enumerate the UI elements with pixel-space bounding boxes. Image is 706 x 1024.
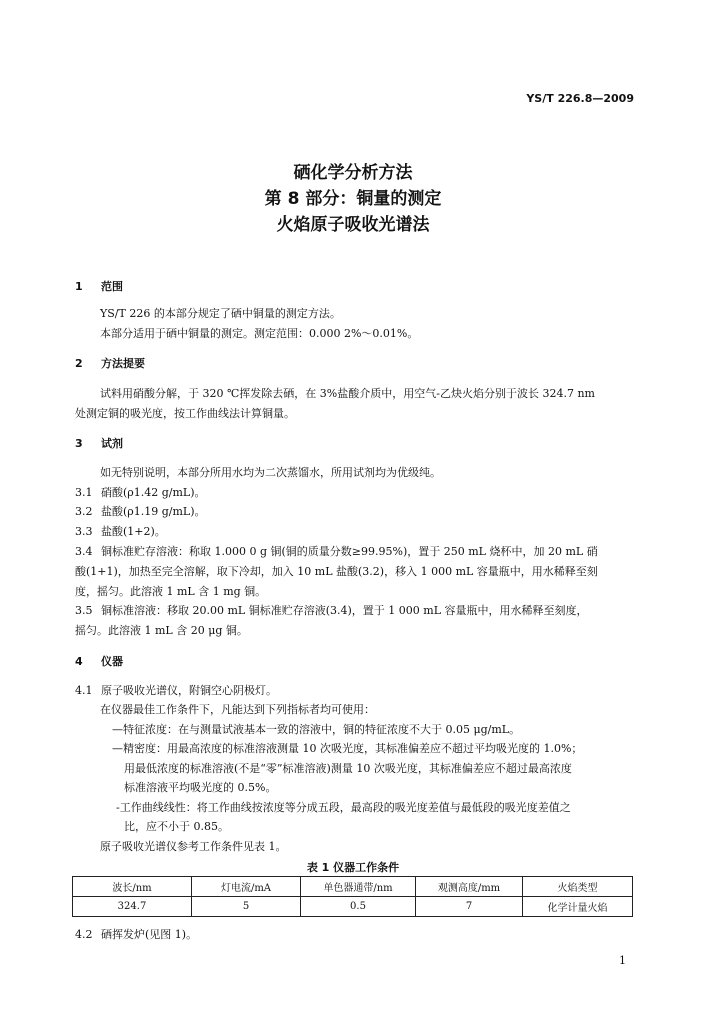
- table-cell: 324.7: [73, 897, 192, 917]
- paragraph: —精密度：用最高浓度的标准溶液测量 10 次吸光度，其标准偏差应不超过平均吸光度的 1.0%；: [112, 742, 583, 755]
- instrument-item: 4.1 原子吸收光谱仪，附铜空心阴极灯。: [75, 684, 277, 697]
- paragraph: —特征浓度：在与测量试液基本一致的溶液中，铜的特征浓度不大于 0.05 μg/mL。: [112, 723, 521, 736]
- reagent-item: 3.3 盐酸(1+2)。: [75, 525, 166, 538]
- title-line-2: 第 8 部分：铜量的测定: [264, 189, 442, 209]
- page-number: 1: [619, 954, 626, 967]
- table-header-cell: 波长/nm: [73, 877, 192, 897]
- title-line-3: 火焰原子吸收光谱法: [276, 215, 430, 235]
- table-header-cell: 观测高度/mm: [416, 877, 523, 897]
- section-1-heading: 1 范围: [75, 280, 123, 293]
- table-row: [73, 897, 633, 917]
- table-header-cell: 灯电流/mA: [192, 877, 301, 897]
- section-4-heading: 4 仪器: [75, 655, 123, 668]
- paragraph: 度，摇匀。此溶液 1 mL 含 1 mg 铜。: [75, 585, 267, 598]
- title-line-1: 硒化学分析方法: [293, 163, 413, 183]
- paragraph: YS/T 226 的本部分规定了硒中铜量的测定方法。: [100, 307, 341, 320]
- reagent-item: 3.5 铜标准溶液：移取 20.00 mL 铜标准贮存溶液(3.4)，置于 1 000 mL 容量瓶中，用水稀释至刻度，: [75, 604, 588, 617]
- table-cell: 化学计量火焰: [523, 897, 633, 917]
- paragraph: 试料用硝酸分解，于 320 ℃挥发除去硒，在 3%盐酸介质中，用空气-乙炔火焰分别于波长 324.7 nm: [100, 387, 595, 400]
- section-3-heading: 3 试剂: [75, 437, 123, 450]
- table-caption: 表 1 仪器工作条件: [306, 861, 400, 874]
- reagent-item: 3.1 硝酸(ρ1.42 g/mL)。: [75, 486, 206, 499]
- instrument-item: 4.2 硒挥发炉(见图 1)。: [75, 928, 198, 941]
- paragraph: 本部分适用于硒中铜量的测定。测定范围：0.000 2%～0.01%。: [100, 327, 419, 340]
- instrument-conditions-table: [72, 876, 633, 917]
- table-cell: 5: [192, 897, 301, 917]
- paragraph: 比，应不小于 0.85。: [124, 820, 229, 833]
- paragraph: 酸(1+1)，加热至完全溶解，取下冷却，加入 10 mL 盐酸(3.2)，移入 1 000 mL 容量瓶中，用水稀释至刻: [75, 565, 598, 578]
- standard-number: YS/T 226.8—2009: [526, 92, 634, 105]
- table-header-cell: 火焰类型: [523, 877, 633, 897]
- paragraph: 处测定铜的吸光度，按工作曲线法计算铜量。: [75, 407, 295, 420]
- table-header-row: [73, 877, 633, 897]
- table-cell: 7: [416, 897, 523, 917]
- paragraph: 如无特别说明，本部分所用水均为二次蒸馏水，所用试剂均为优级纯。: [100, 466, 441, 479]
- reagent-item: 3.4 铜标准贮存溶液：称取 1.000 0 g 铜(铜的质量分数≥99.95%)，置于 250 mL 烧杯中，加 20 mL 硝: [75, 545, 598, 558]
- table-header-cell: 单色器通带/nm: [301, 877, 416, 897]
- paragraph: -工作曲线线性：将工作曲线按浓度等分成五段，最高段的吸光度差值与最低段的吸光度差值之: [116, 801, 571, 814]
- paragraph: 标准溶液平均吸光度的 0.5%。: [124, 781, 277, 794]
- paragraph: 摇匀。此溶液 1 mL 含 20 μg 铜。: [75, 624, 248, 637]
- paragraph: 在仪器最佳工作条件下，凡能达到下列指标者均可使用：: [100, 703, 375, 716]
- paragraph: 用最低浓度的标准溶液(不是“零”标准溶液)测量 10 次吸光度，其标准偏差应不超过最高浓度: [124, 762, 572, 775]
- paragraph: 原子吸收光谱仪参考工作条件见表 1。: [100, 840, 287, 853]
- reagent-item: 3.2 盐酸(ρ1.19 g/mL)。: [75, 505, 206, 518]
- table-cell: 0.5: [301, 897, 416, 917]
- section-2-heading: 2 方法提要: [75, 357, 145, 370]
